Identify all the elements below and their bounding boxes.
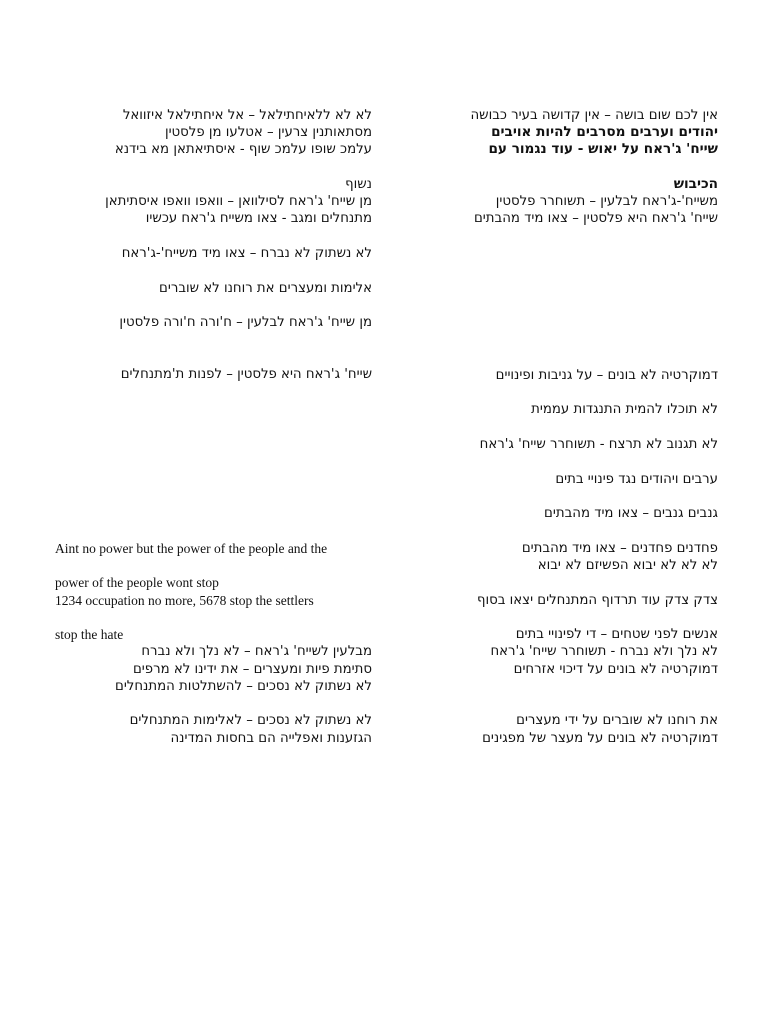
text-line: לא לא לא יבוא הפשיזם לא יבוא — [537, 557, 718, 573]
text-line: לא נלך ולא נברח - תשוחרר שייח' ג'ראח — [490, 644, 718, 660]
text-line: מן שייח' ג'ראח לבלעין – ח'ורה ח'ורה פלסטין — [119, 315, 372, 331]
english-text-line: power of the people wont stop — [55, 575, 219, 591]
text-line: דמוקרטיה לא בונים – על גניבות ופינויים — [495, 367, 718, 383]
text-line: הגזענות ואפלייה הם בחסות המדינה — [170, 730, 372, 746]
text-line: משייח'-ג'ראח לבלעין – תשוחרר פלסטין — [495, 194, 718, 210]
text-line: את רוחנו לא שוברים על ידי מעצרים — [516, 713, 718, 729]
text-line-bold: הכיבוש — [673, 176, 718, 192]
text-line: סתימת פיות ומעצרים – את ידינו לא מרפים — [132, 661, 372, 677]
text-line: פחדנים פחדנים – צאו מיד מהבתים — [521, 540, 718, 556]
text-line: שייח' ג'ראח היא פלסטין – צאו מיד מהבתים — [473, 211, 718, 227]
text-line: מן שייח' ג'ראח לסילוואן – וואפו וואפו איסתיתאן — [105, 194, 372, 210]
text-line: אנשים לפני שטחים – די לפינויי בתים — [515, 627, 718, 643]
text-line: מתנחלים ומגב - צאו משייח ג'ראח עכשיו — [145, 211, 372, 227]
text-line-bold: יהודים וערבים מסרבים להיות אויבים — [491, 124, 718, 141]
left-column — [40, 107, 372, 747]
text-line: לא נשתוק לא נברח – צאו מיד משייח'-ג'ראח — [121, 246, 372, 261]
text-line-bold: שייח' ג'ראח על יאוש - עוד נגמור עם — [488, 141, 718, 158]
text-line: אלימות ומעצרים את רוחנו לא שוברים — [159, 280, 372, 296]
text-line: שייח' ג'ראח היא פלסטין – לפנות ת'מתנחלים — [120, 367, 372, 383]
text-line: דמוקרטיה לא בונים על דיכוי אזרחים — [513, 661, 718, 677]
text-line: לא תוכלו להמית התנגדות עממית — [531, 402, 718, 418]
text-line: מבלעין לשייח' ג'ראח – לא נלך ולא נברח — [141, 644, 372, 660]
text-line: דמוקרטיה לא בונים על מעצר של מפגינים — [482, 730, 718, 746]
text-line: מסתאותנין צרעין – אטלעו מן פלסטין — [164, 125, 372, 141]
right-column — [400, 107, 718, 747]
text-line: לא לא ללאיחתילאל – אל איחתילאל איזוואל — [122, 108, 372, 123]
english-text-line: 1234 occupation no more, 5678 stop the settlers — [55, 592, 314, 608]
text-line: לא נשתוק לא נסכים – לאלימות המתנחלים — [129, 713, 372, 729]
english-text-line: stop the hate — [55, 627, 124, 643]
text-line: עלמכ שופו עלמכ שוף - איסתיאתאן מא בידנא — [114, 142, 372, 158]
text-line: ערבים ויהודים נגד פינויי בתים — [555, 471, 718, 487]
text-line: נשוף — [345, 177, 372, 192]
text-line: לא נשתוק לא נסכים – להשתלטות המתנחלים — [115, 678, 372, 694]
english-text-line: Aint no power but the power of the people and the — [55, 540, 328, 556]
text-line: לא תגנוב לא תרצח - תשוחרר שייח' ג'ראח — [479, 436, 718, 452]
text-line: צדק צדק עוד תרדוף המתנחלים יצאו בסוף — [477, 592, 718, 608]
text-line: אין לכם שום בושה – אין קדושה בעיר כבושה — [470, 108, 718, 123]
text-line: גנבים גנבים – צאו מיד מהבתים — [544, 506, 718, 522]
